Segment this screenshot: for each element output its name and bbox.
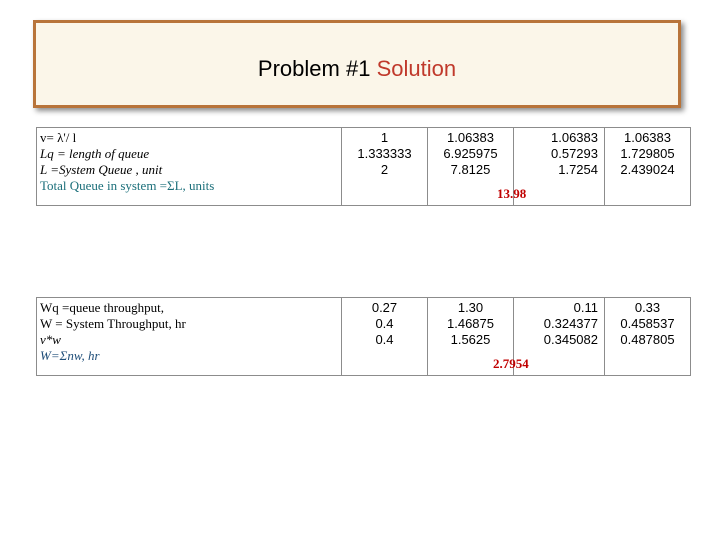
col-4 bbox=[605, 128, 691, 206]
cell-value: 0.345082 bbox=[543, 332, 598, 347]
cell-value: 0.11 bbox=[573, 300, 598, 315]
label-vw: v*w bbox=[40, 332, 61, 347]
cell-value: 0.4 bbox=[375, 332, 394, 347]
cell-value: 1.06383 bbox=[624, 130, 671, 145]
cell-value: 2.439024 bbox=[620, 162, 675, 177]
label-wq: Wq =queue throughput, bbox=[40, 300, 164, 315]
slide-title bbox=[36, 56, 678, 82]
cell-value: 0.324377 bbox=[543, 316, 598, 331]
col-4 bbox=[605, 298, 691, 376]
title-main: Problem #1 bbox=[257, 56, 371, 81]
total-queue-value: 13.98 bbox=[497, 186, 527, 201]
row-labels bbox=[37, 128, 342, 206]
cell-value: 1.06383 bbox=[551, 130, 598, 145]
label-v: v= λ'/ l bbox=[40, 130, 77, 145]
cell-value: 1 bbox=[380, 130, 389, 145]
cell-value: 1.30 bbox=[457, 300, 484, 315]
cell-value: 0.4 bbox=[375, 316, 394, 331]
row-labels bbox=[37, 298, 342, 376]
cell-value: 0.57293 bbox=[551, 146, 598, 161]
cell-value: 7.8125 bbox=[450, 162, 491, 177]
col-3 bbox=[514, 128, 605, 206]
label-lq: Lq = length of queue bbox=[40, 146, 150, 161]
cell-value: 2 bbox=[380, 162, 389, 177]
cell-value: 0.487805 bbox=[620, 332, 675, 347]
cell-value: 1.46875 bbox=[447, 316, 494, 331]
cell-value: 6.925975 bbox=[443, 146, 498, 161]
label-l: L =System Queue , unit bbox=[40, 162, 163, 177]
label-w-sum: W=Σnw, hr bbox=[40, 348, 100, 363]
cell-value: 0.33 bbox=[634, 300, 661, 315]
cell-value: 1.5625 bbox=[450, 332, 491, 347]
title-accent: Solution bbox=[376, 56, 457, 81]
cell-value: 1.729805 bbox=[620, 146, 675, 161]
cell-value: 0.27 bbox=[371, 300, 398, 315]
label-w: W = System Throughput, hr bbox=[40, 316, 186, 331]
cell-value: 1.7254 bbox=[558, 162, 598, 177]
throughput-table bbox=[36, 297, 691, 376]
label-total-queue: Total Queue in system =ΣL, units bbox=[40, 178, 215, 193]
col-1 bbox=[342, 298, 428, 376]
title-box bbox=[33, 20, 681, 108]
cell-value: 1.333333 bbox=[357, 146, 412, 161]
col-1 bbox=[342, 128, 428, 206]
queue-length-table bbox=[36, 127, 691, 206]
cell-value: 0.458537 bbox=[620, 316, 675, 331]
cell-value: 1.06383 bbox=[447, 130, 494, 145]
total-throughput-value: 2.7954 bbox=[493, 356, 529, 371]
